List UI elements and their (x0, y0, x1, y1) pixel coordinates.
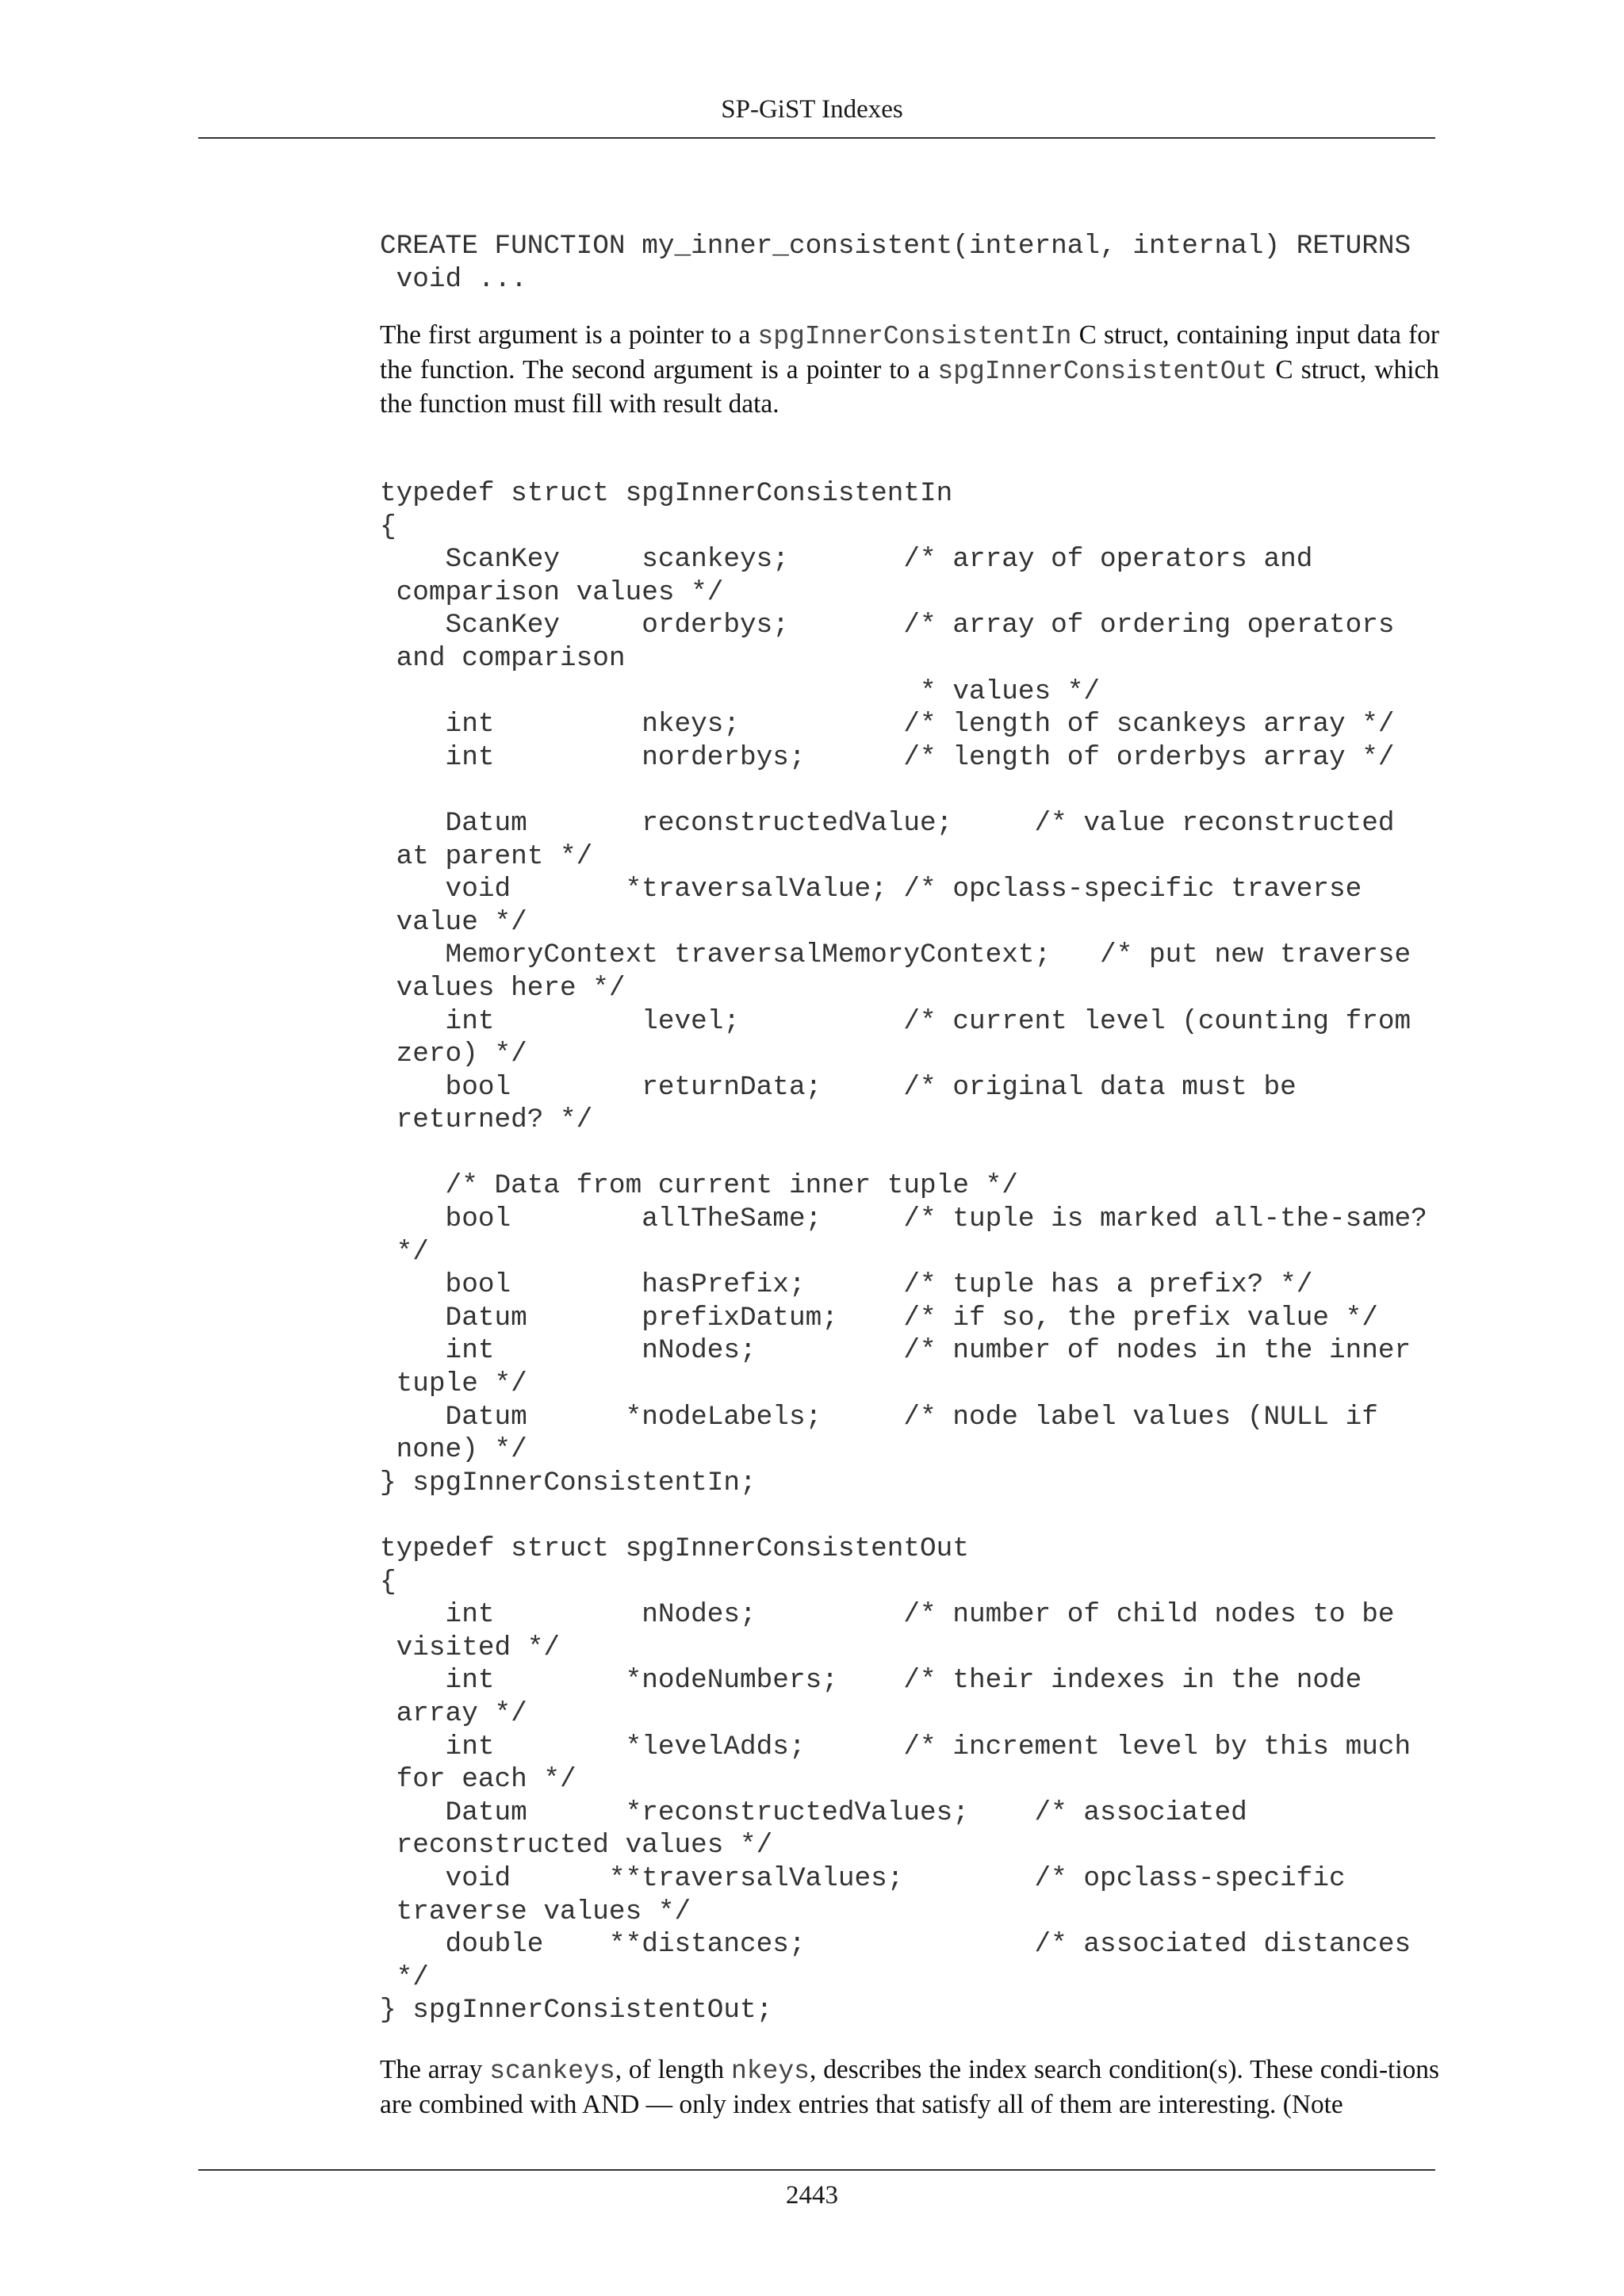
code-block-function-signature (380, 230, 1442, 296)
code-line: } spgInnerConsistentOut; (380, 1995, 773, 2026)
code-line: values here */ (380, 972, 626, 1004)
paragraph-text: C struct, which the function must fill with result data. (380, 354, 1439, 419)
code-line: double **distances; /* associated distances (380, 1929, 1411, 1961)
code-line (380, 1499, 1442, 1533)
code-line: Datum reconstructedValue; /* value reconstructed (380, 807, 1395, 839)
code-line: { (380, 1566, 396, 1598)
code-line: int level; /* current level (counting from (380, 1005, 1411, 1037)
code-line: */ (380, 1961, 429, 1993)
paragraph-function-arguments (380, 319, 1439, 421)
code-line: } spgInnerConsistentIn; (380, 1467, 756, 1498)
code-line: typedef struct spgInnerConsistentIn (380, 478, 953, 509)
code-line: CREATE FUNCTION my_inner_consistent(internal, internal) RETURNS (380, 231, 1411, 262)
running-header-title: SP-GiST Indexes (721, 95, 903, 124)
code-line: visited */ (380, 1632, 561, 1663)
code-line: /* Data from current inner tuple */ (380, 1170, 1018, 1202)
code-line: Datum prefixDatum; /* if so, the prefix value */ (380, 1302, 1378, 1334)
code-line: int nNodes; /* number of child nodes to be (380, 1599, 1395, 1631)
code-line: and comparison (380, 642, 626, 674)
code-line: tuple */ (380, 1368, 527, 1400)
code-line: void **traversalValues; /* opclass-specific (380, 1862, 1346, 1894)
code-line: bool returnData; /* original data must be (380, 1071, 1297, 1103)
code-line: reconstructed values */ (380, 1830, 773, 1862)
paragraph-text: , describes the index search condition(s). These condi-tions are combined with AND — only index entries that satisfy all of them are interesting. (Note (380, 2055, 1439, 2119)
code-line: ScanKey scankeys; /* array of operators and (380, 544, 1313, 576)
footer-rule (198, 2169, 1435, 2171)
code-line (380, 774, 1442, 807)
code-line: ScanKey orderbys; /* array of ordering operators (380, 610, 1395, 641)
code-line: typedef struct spgInnerConsistentOut (380, 1533, 969, 1564)
code-line: none) */ (380, 1434, 527, 1466)
code-line: for each */ (380, 1764, 576, 1796)
paragraph-text: C struct, containing input data for the function. The second argument is a pointer to a (380, 320, 1440, 385)
code-line: zero) */ (380, 1039, 527, 1070)
page-number: 2443 (786, 2181, 838, 2210)
code-line: MemoryContext traversalMemoryContext; /* put new traverse (380, 939, 1411, 971)
code-line: returned? */ (380, 1104, 593, 1136)
code-line: Datum *nodeLabels; /* node label values (NULL if (380, 1401, 1378, 1433)
code-line (380, 1137, 1442, 1170)
inline-code-scankeys: scankeys (489, 2057, 615, 2086)
paragraph-scankeys-description (380, 2053, 1439, 2121)
code-line: * values */ (380, 675, 1101, 707)
inline-code-struct-in: spgInnerConsistentIn (757, 322, 1072, 351)
paragraph-text: The array (380, 2055, 490, 2084)
code-line: */ (380, 1236, 429, 1268)
code-line: int nkeys; /* length of scankeys array */ (380, 709, 1395, 740)
header-rule (198, 137, 1435, 139)
code-line: int norderbys; /* length of orderbys array */ (380, 741, 1395, 773)
inline-code-struct-out: spgInnerConsistentOut (937, 356, 1268, 386)
code-line: int *levelAdds; /* increment level by this much (380, 1731, 1411, 1762)
code-line: { (380, 511, 396, 542)
code-line: void *traversalValue; /* opclass-specific traverse (380, 874, 1362, 905)
code-line: bool hasPrefix; /* tuple has a prefix? */ (380, 1269, 1313, 1301)
code-block-struct-definitions (380, 477, 1442, 2027)
code-line: void ... (380, 263, 527, 295)
code-line: value */ (380, 906, 527, 938)
code-line: Datum *reconstructedValues; /* associated (380, 1797, 1247, 1828)
code-line: at parent */ (380, 840, 593, 872)
code-line: int nNodes; /* number of nodes in the inner (380, 1335, 1411, 1367)
paragraph-text: The first argument is a pointer to a (380, 320, 758, 350)
code-line: int *nodeNumbers; /* their indexes in the node (380, 1665, 1362, 1697)
code-line: comparison values */ (380, 576, 724, 608)
code-line: traverse values */ (380, 1896, 691, 1927)
code-line: array */ (380, 1697, 527, 1729)
code-line: bool allTheSame; /* tuple is marked all-the-same? (380, 1203, 1427, 1235)
paragraph-text: , of length (615, 2055, 731, 2084)
inline-code-nkeys: nkeys (730, 2057, 810, 2086)
